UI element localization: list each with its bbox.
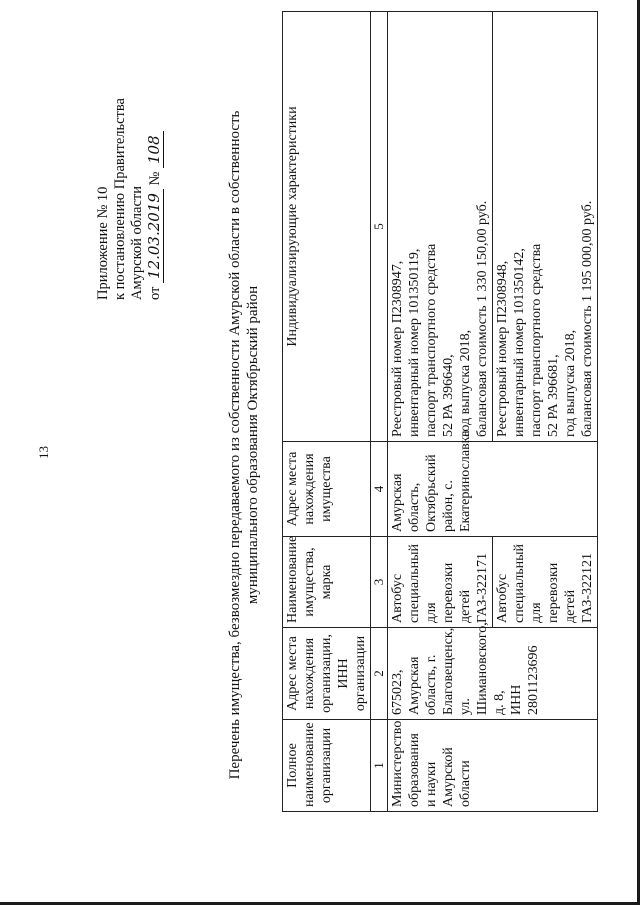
header-organization-name: Полное наименование организации	[283, 720, 371, 812]
property-name-cell: Автобус специальный для перевозки детей ГАЗ-322171	[388, 537, 493, 628]
column-number-row	[371, 12, 388, 812]
number-prefix: №	[147, 171, 163, 186]
column-number: 1	[371, 720, 388, 812]
detail-line: балансовая стоимость 1 195 000,00 руб.	[580, 200, 595, 437]
detail-line: год выпуска 2018,	[458, 329, 473, 437]
header-organization-address: Адрес места нахождения организации, ИНН организации	[283, 628, 371, 720]
attachment-block	[95, 40, 164, 300]
header-characteristics: Индивидуализирующие характеристики	[283, 12, 371, 442]
header-property-address: Адрес места нахождения имущества	[283, 442, 371, 537]
attachment-line-1: Приложение № 10	[95, 186, 111, 300]
detail-line: инвентарный номер 101350119,	[407, 248, 422, 437]
detail-line: паспорт транспортного средства	[529, 243, 544, 437]
detail-line: инвентарный номер 101350142,	[512, 248, 527, 437]
organization-address: 675023, Амурская область, г. Благовещенск, ул. Шимановского, д. 8,	[390, 622, 507, 715]
detail-line: Реестровый номер П2308947,	[390, 260, 405, 437]
organization-address-cell	[388, 622, 598, 720]
header-property-name: Наименование имущества, марка	[283, 537, 371, 628]
detail-line: паспорт транспортного средства	[424, 243, 439, 437]
date-prefix: от	[147, 286, 163, 300]
characteristics-cell	[388, 12, 493, 442]
handwritten-date: 12.03.2019	[146, 189, 164, 283]
property-table	[282, 11, 598, 812]
column-number: 5	[371, 12, 388, 442]
property-address-cell: Амурская область, Октябрьский район, с. Екатеринославка	[388, 442, 598, 537]
document-title-line-1: Перечень имущества, безвозмездно передаваемого из собственности Амурской области в собственность	[227, 110, 243, 780]
page-number: 13	[36, 446, 51, 459]
table-header-row	[283, 12, 371, 812]
organization-name-cell: Министерство образования и науки Амурской области	[388, 720, 598, 812]
detail-line: балансовая стоимость 1 330 150,00 руб.	[475, 200, 490, 437]
detail-line: Реестровый номер П2308948,	[495, 260, 510, 437]
handwritten-number: 108	[146, 131, 164, 168]
organization-inn: ИНН 2801123696	[509, 645, 541, 715]
document-title-line-2: муниципального образования Октябрьский район	[245, 285, 261, 605]
detail-line: 52 РА 396640,	[441, 354, 456, 437]
characteristics-cell	[493, 12, 598, 442]
column-number: 3	[371, 537, 388, 628]
attachment-line-2: к постановлению Правительства	[112, 98, 128, 300]
attachment-date-line	[146, 40, 164, 300]
document-title	[226, 85, 262, 805]
detail-line: 52 РА 396681,	[546, 354, 561, 437]
attachment-line-3: Амурской области	[129, 186, 145, 300]
table-row	[388, 12, 493, 812]
detail-line: год выпуска 2018,	[563, 329, 578, 437]
property-name-cell: Автобус специальный для перевозки детей ГАЗ-322121	[493, 537, 598, 628]
column-number: 2	[371, 628, 388, 720]
column-number: 4	[371, 442, 388, 537]
